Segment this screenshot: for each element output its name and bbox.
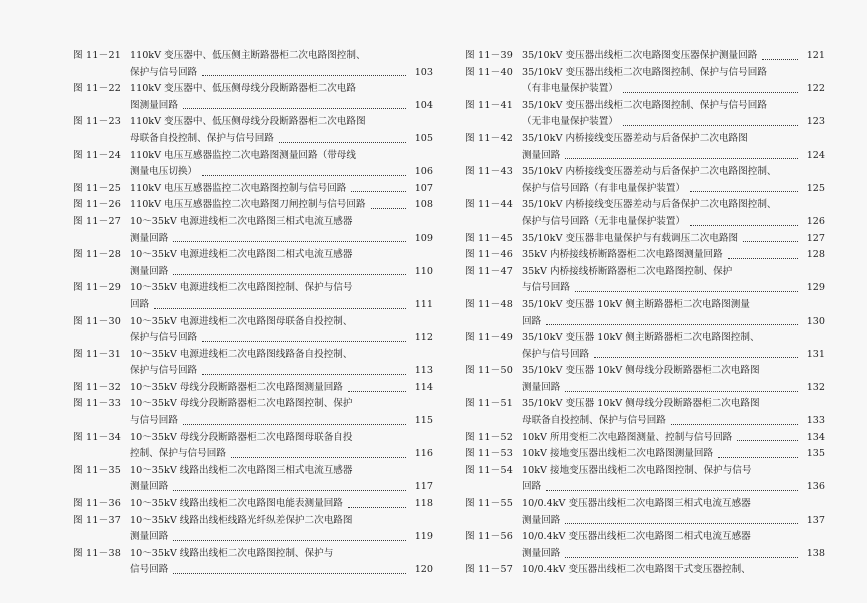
toc-entry-line — [73, 479, 435, 496]
toc-entry[interactable] — [465, 496, 827, 529]
figure-number: 图 11－35 — [73, 464, 122, 476]
toc-entry[interactable] — [73, 314, 435, 347]
figure-title: 测量电压切换） — [130, 166, 198, 178]
page-number: 123 — [806, 116, 825, 128]
figure-title: 图测量回路 — [130, 99, 178, 111]
figure-title: 35/10kV 变压器 10kV 侧母线分段断路器柜二次电路图 — [522, 365, 760, 377]
figure-title: 110kV 变压器中、低压侧主断路器柜二次电路图控制、 — [130, 50, 366, 61]
toc-entry-line — [465, 231, 827, 248]
figure-title: 35kV 内桥接线桥断路器柜二次电路图控制、保护 — [522, 265, 733, 277]
toc-entry-line — [465, 380, 827, 397]
page-number: 134 — [806, 431, 825, 443]
figure-title: 保护与信号回路 — [522, 348, 590, 360]
figure-number: 图 11－49 — [465, 332, 514, 344]
dot-leader — [565, 523, 798, 524]
figure-number: 图 11－50 — [465, 365, 514, 377]
figure-title: 35/10kV 变压器出线柜二次电路图控制、保护与信号回路 — [522, 66, 767, 78]
figure-title: 10～35kV 母线分段断路器柜二次电路图母联备自投 — [130, 431, 353, 443]
toc-entry[interactable] — [73, 181, 435, 198]
figure-title: 35/10kV 内桥接线变压器差动与后备保护二次电路图 — [522, 132, 748, 144]
toc-entry[interactable] — [73, 513, 435, 546]
toc-entry-line — [73, 496, 435, 513]
toc-entry[interactable] — [465, 131, 827, 164]
figure-title: 110kV 电压互感器监控二次电路图刀闸控制与信号回路 — [130, 199, 366, 211]
toc-entry-line — [465, 48, 827, 65]
toc-entry[interactable] — [465, 231, 827, 248]
figure-number: 图 11－53 — [465, 448, 514, 460]
dot-leader — [279, 142, 406, 143]
toc-entry[interactable] — [465, 264, 827, 297]
figure-number: 图 11－47 — [465, 265, 514, 277]
right-column — [465, 48, 827, 579]
figure-title: 测量回路 — [130, 232, 169, 244]
dot-leader — [575, 291, 798, 292]
left-column — [73, 48, 435, 579]
figure-number: 图 11－26 — [73, 199, 122, 211]
figure-title: 回路 — [130, 298, 150, 310]
toc-entry-line — [465, 297, 827, 314]
page-number: 135 — [806, 448, 825, 460]
figure-number: 图 11－25 — [73, 182, 122, 194]
toc-entry[interactable] — [73, 347, 435, 380]
figure-title: 35/10kV 变压器 10kV 侧主断路器柜二次电路图控制、 — [522, 332, 760, 344]
toc-entry[interactable] — [73, 380, 435, 397]
figure-title: 10/0.4kV 变压器出线柜二次电路图三相式电流互感器 — [522, 498, 751, 510]
dot-leader — [173, 540, 406, 541]
toc-entry[interactable] — [73, 280, 435, 313]
page-number: 137 — [806, 514, 825, 526]
toc-entry[interactable] — [73, 114, 435, 147]
dot-leader — [202, 75, 406, 76]
dot-leader — [183, 424, 406, 425]
dot-leader — [565, 391, 798, 392]
figure-title: 110kV 电压互感器监控二次电路图测量回路（带母线 — [130, 149, 356, 161]
figure-title: 110kV 电压互感器监控二次电路图控制与信号回路 — [130, 182, 347, 194]
figure-title: 与信号回路 — [130, 415, 178, 427]
toc-entry-line — [73, 231, 435, 248]
toc-entry-line — [73, 363, 435, 380]
toc-entry-line — [73, 114, 435, 131]
dot-leader — [348, 507, 406, 508]
dot-leader — [594, 357, 798, 358]
figure-number: 图 11－38 — [73, 547, 122, 559]
page-number: 132 — [806, 381, 825, 393]
toc-entry[interactable] — [465, 48, 827, 65]
toc-entry-line — [465, 181, 827, 198]
figure-title: 测量回路 — [522, 547, 561, 559]
page-number: 113 — [414, 365, 433, 377]
figure-title: 信号回路 — [130, 564, 169, 576]
figure-title: 10/0.4kV 变压器出线柜二次电路图干式变压器控制、 — [522, 564, 751, 576]
toc-entry[interactable] — [465, 529, 827, 562]
figure-number: 图 11－28 — [73, 249, 122, 261]
toc-entry[interactable] — [73, 197, 435, 214]
page-number: 133 — [806, 415, 825, 427]
toc-entry-line — [73, 330, 435, 347]
figure-title: 10kV 所用变柜二次电路图测量、控制与信号回路 — [522, 431, 733, 443]
figure-title: 10～35kV 线路出线柜二次电路图控制、保护与 — [130, 547, 334, 559]
toc-entry[interactable] — [73, 463, 435, 496]
figure-title: 10～35kV 线路出线柜二次电路图三相式电流互感器 — [130, 464, 353, 476]
toc-entry[interactable] — [465, 463, 827, 496]
toc-entry-line — [465, 114, 827, 131]
figure-title: 10～35kV 线路出线柜二次电路图电能表测量回路 — [130, 498, 343, 510]
dot-leader — [183, 108, 406, 109]
dot-leader — [202, 175, 406, 176]
figure-number: 图 11－54 — [465, 464, 514, 476]
page-number: 128 — [806, 249, 825, 261]
toc-entry-line — [73, 513, 435, 530]
figure-title: 35kV 内桥接线桥断路器柜二次电路图测量回路 — [522, 249, 723, 261]
page-number: 120 — [414, 564, 433, 576]
figure-number: 图 11－40 — [465, 66, 514, 78]
dot-leader — [718, 457, 798, 458]
figure-title: 110kV 变压器中、低压侧母线分段断路器柜二次电路图 — [130, 116, 366, 128]
toc-entry[interactable] — [465, 247, 827, 264]
figure-title: 35/10kV 内桥接线变压器差动与后备保护二次电路图控制、 — [522, 166, 777, 178]
toc-entry-line — [73, 529, 435, 546]
dot-leader — [743, 241, 798, 242]
figure-number: 图 11－37 — [73, 514, 122, 526]
figure-title: （无非电量保护装置） — [522, 116, 618, 128]
toc-entry[interactable] — [73, 546, 435, 579]
dot-leader — [565, 557, 798, 558]
dot-leader — [623, 125, 798, 126]
page-number: 124 — [806, 149, 825, 161]
dot-leader — [728, 258, 798, 259]
dot-leader — [173, 274, 406, 275]
toc-entry-line — [465, 546, 827, 563]
figure-title: 35/10kV 变压器出线柜二次电路图控制、保护与信号回路 — [522, 99, 767, 111]
toc-entry[interactable] — [465, 65, 827, 98]
toc-entry[interactable] — [73, 247, 435, 280]
toc-entry-line — [465, 148, 827, 165]
toc-entry-line — [73, 264, 435, 281]
page-number: 107 — [414, 182, 433, 194]
figure-number: 图 11－22 — [73, 83, 122, 95]
page-number: 130 — [806, 315, 825, 327]
toc-entry-line — [73, 347, 435, 364]
page-number: 117 — [414, 481, 433, 493]
dot-leader — [671, 424, 798, 425]
figure-number: 图 11－57 — [465, 564, 514, 576]
toc-entry-line — [465, 562, 827, 579]
dot-leader — [546, 490, 798, 491]
dot-leader — [173, 241, 406, 242]
toc-entry[interactable] — [465, 430, 827, 447]
figure-title: 10～35kV 母线分段断路器柜二次电路图控制、保护 — [130, 398, 353, 410]
toc-entry-line — [73, 148, 435, 165]
figure-number: 图 11－44 — [465, 199, 514, 211]
toc-entry-line — [465, 65, 827, 82]
toc-entry-line — [73, 65, 435, 82]
figure-number: 图 11－36 — [73, 498, 122, 510]
toc-entry-line — [73, 131, 435, 148]
page-number: 104 — [414, 99, 433, 111]
toc-entry-line — [465, 81, 827, 98]
figure-title: 母联备自投控制、保护与信号回路 — [130, 132, 274, 144]
toc-entry[interactable] — [73, 148, 435, 181]
figure-number: 图 11－29 — [73, 282, 122, 294]
figure-title: 回路 — [522, 481, 542, 493]
toc-entry[interactable] — [465, 396, 827, 429]
toc-entry[interactable] — [73, 48, 435, 81]
page-number: 115 — [414, 415, 433, 427]
figure-number: 图 11－27 — [73, 215, 122, 227]
toc-entry-line — [73, 280, 435, 297]
page-number: 106 — [414, 166, 433, 178]
figure-number: 图 11－21 — [73, 50, 122, 61]
toc-entry-line — [465, 430, 827, 447]
figure-title: 测量回路 — [130, 531, 169, 543]
figure-title: 10～35kV 电源进线柜二次电路图控制、保护与信号 — [130, 282, 353, 294]
figure-title: 回路 — [522, 315, 542, 327]
figure-title: 35/10kV 内桥接线变压器差动与后备保护二次电路图控制、 — [522, 199, 777, 211]
toc-entry-line — [73, 98, 435, 115]
toc-entry[interactable] — [73, 430, 435, 463]
toc-entry-line — [73, 546, 435, 563]
figure-number: 图 11－46 — [465, 249, 514, 261]
figure-number: 图 11－52 — [465, 431, 514, 443]
figure-title: 测量回路 — [130, 481, 169, 493]
figure-title: 10～35kV 电源进线柜二次电路图母联备自投控制、 — [130, 315, 353, 327]
toc-entry-line — [73, 396, 435, 413]
figure-number: 图 11－23 — [73, 116, 122, 128]
page-number: 116 — [414, 448, 433, 460]
dot-leader — [173, 573, 406, 574]
page-number: 118 — [414, 498, 433, 510]
figure-title: 保护与信号回路（有非电量保护装置） — [522, 182, 686, 194]
figure-title: 10～35kV 电源进线柜二次电路图线路备自投控制、 — [130, 348, 353, 360]
toc-entry-line — [465, 513, 827, 530]
figure-number: 图 11－39 — [465, 50, 514, 61]
figure-title: （有非电量保护装置） — [522, 83, 618, 95]
toc-entry-line — [465, 214, 827, 231]
toc-entry[interactable] — [73, 81, 435, 114]
figure-title: 110kV 变压器中、低压侧母线分段断路器柜二次电路 — [130, 83, 356, 95]
dot-leader — [737, 440, 798, 441]
toc-entry-line — [465, 463, 827, 480]
dot-leader — [371, 208, 406, 209]
page-number: 125 — [806, 182, 825, 194]
toc-entry[interactable] — [465, 562, 827, 579]
figure-number: 图 11－30 — [73, 315, 122, 327]
figure-title: 35/10kV 变压器 10kV 侧主断路器柜二次电路图测量 — [522, 298, 750, 310]
toc-entry-line — [465, 197, 827, 214]
page-number: 105 — [414, 132, 433, 144]
page-number: 131 — [806, 348, 825, 360]
figure-title: 测量回路 — [130, 265, 169, 277]
toc-entry-line — [465, 529, 827, 546]
page-number: 112 — [414, 332, 433, 344]
figure-number: 图 11－41 — [465, 99, 514, 111]
toc-entry-line — [465, 496, 827, 513]
toc-entry[interactable] — [73, 396, 435, 429]
dot-leader — [690, 225, 798, 226]
page-number: 121 — [806, 50, 825, 61]
figure-title: 10～35kV 母线分段断路器柜二次电路图测量回路 — [130, 381, 343, 393]
toc-entry[interactable] — [465, 197, 827, 230]
page-number: 114 — [414, 381, 433, 393]
toc-entry-line — [465, 264, 827, 281]
toc-entry[interactable] — [465, 297, 827, 330]
figure-number: 图 11－48 — [465, 298, 514, 310]
figure-title: 10～35kV 电源进线柜二次电路图三相式电流互感器 — [130, 215, 353, 227]
figure-title: 35/10kV 变压器非电量保护与有载调压二次电路图 — [522, 232, 739, 244]
toc-entry[interactable] — [465, 446, 827, 463]
toc-entry-line — [73, 297, 435, 314]
figure-number: 图 11－33 — [73, 398, 122, 410]
figure-title: 与信号回路 — [522, 282, 570, 294]
toc-entry-line — [73, 164, 435, 181]
toc-entry-line — [465, 164, 827, 181]
toc-entry-line — [73, 48, 435, 65]
figure-number: 图 11－51 — [465, 398, 514, 410]
page-number: 111 — [414, 298, 433, 310]
toc-entry-line — [73, 380, 435, 397]
toc-entry-line — [73, 181, 435, 198]
dot-leader — [546, 324, 798, 325]
page-number: 138 — [806, 547, 825, 559]
figure-title: 保护与信号回路 — [130, 66, 198, 78]
figure-number: 图 11－32 — [73, 381, 122, 393]
toc-entry-line — [73, 463, 435, 480]
figure-number: 图 11－42 — [465, 132, 514, 144]
toc-entry-line — [465, 98, 827, 115]
toc-entry[interactable] — [465, 164, 827, 197]
toc-entry-line — [465, 347, 827, 364]
figure-number: 图 11－43 — [465, 166, 514, 178]
figure-title: 测量回路 — [522, 149, 561, 161]
toc-entry-line — [73, 314, 435, 331]
page-number: 110 — [414, 265, 433, 277]
page-number: 103 — [414, 66, 433, 78]
dot-leader — [173, 490, 406, 491]
dot-leader — [231, 457, 406, 458]
page-number: 109 — [414, 232, 433, 244]
figure-title: 保护与信号回路 — [130, 365, 198, 377]
page-number: 122 — [806, 83, 825, 95]
figure-title: 10/0.4kV 变压器出线柜二次电路图二相式电流互感器 — [522, 531, 751, 543]
dot-leader — [565, 158, 798, 159]
toc-entry-line — [465, 396, 827, 413]
figure-title: 测量回路 — [522, 381, 561, 393]
toc-entry-line — [465, 479, 827, 496]
toc-entry-line — [73, 446, 435, 463]
figure-title: 控制、保护与信号回路 — [130, 448, 226, 460]
figure-title: 保护与信号回路（无非电量保护装置） — [522, 215, 686, 227]
toc-entry-line — [465, 446, 827, 463]
toc-entry-line — [465, 280, 827, 297]
figure-title: 10～35kV 电源进线柜二次电路图二相式电流互感器 — [130, 249, 353, 261]
dot-leader — [202, 374, 406, 375]
page-number: 126 — [806, 215, 825, 227]
toc-entry-line — [465, 363, 827, 380]
toc-entry[interactable] — [73, 496, 435, 513]
figure-title: 35/10kV 变压器出线柜二次电路图变压器保护测量回路 — [522, 50, 758, 61]
dot-leader — [690, 191, 798, 192]
figure-number: 图 11－34 — [73, 431, 122, 443]
figure-title: 母联备自投控制、保护与信号回路 — [522, 415, 666, 427]
dot-leader — [762, 59, 798, 60]
toc-entry-line — [73, 430, 435, 447]
dot-leader — [154, 308, 406, 309]
figure-number: 图 11－56 — [465, 531, 514, 543]
toc-entry[interactable] — [465, 330, 827, 363]
figure-number: 图 11－45 — [465, 232, 514, 244]
toc-entry-line — [465, 247, 827, 264]
toc-entry-line — [73, 214, 435, 231]
toc-entry-line — [73, 81, 435, 98]
page-number: 136 — [806, 481, 825, 493]
figure-title: 10～35kV 线路出线柜线路光纤纵差保护二次电路图 — [130, 514, 353, 526]
toc-entry-line — [465, 131, 827, 148]
figure-title: 测量回路 — [522, 514, 561, 526]
figure-title: 保护与信号回路 — [130, 332, 198, 344]
toc-entry[interactable] — [73, 214, 435, 247]
toc-entry-line — [465, 413, 827, 430]
figure-number: 图 11－24 — [73, 149, 122, 161]
toc-entry[interactable] — [465, 363, 827, 396]
figure-number: 图 11－55 — [465, 498, 514, 510]
figure-number: 图 11－31 — [73, 348, 122, 360]
figure-title: 10kV 接地变压器出线柜二次电路图控制、保护与信号 — [522, 464, 752, 476]
toc-entry[interactable] — [465, 98, 827, 131]
toc-entry-line — [73, 413, 435, 430]
toc-entry-line — [73, 562, 435, 579]
page-number: 129 — [806, 282, 825, 294]
toc-entry-line — [465, 330, 827, 347]
dot-leader — [623, 92, 798, 93]
dot-leader — [202, 341, 406, 342]
figure-title: 35/10kV 变压器 10kV 侧母线分段断路器柜二次电路图 — [522, 398, 760, 410]
toc-entry-line — [73, 197, 435, 214]
figure-title: 10kV 接地变压器出线柜二次电路图测量回路 — [522, 448, 714, 460]
page-number: 119 — [414, 531, 433, 543]
dot-leader — [351, 191, 406, 192]
dot-leader — [348, 391, 406, 392]
page-number: 108 — [414, 199, 433, 211]
page-number: 127 — [806, 232, 825, 244]
toc-entry-line — [73, 247, 435, 264]
toc-entry-line — [465, 314, 827, 331]
